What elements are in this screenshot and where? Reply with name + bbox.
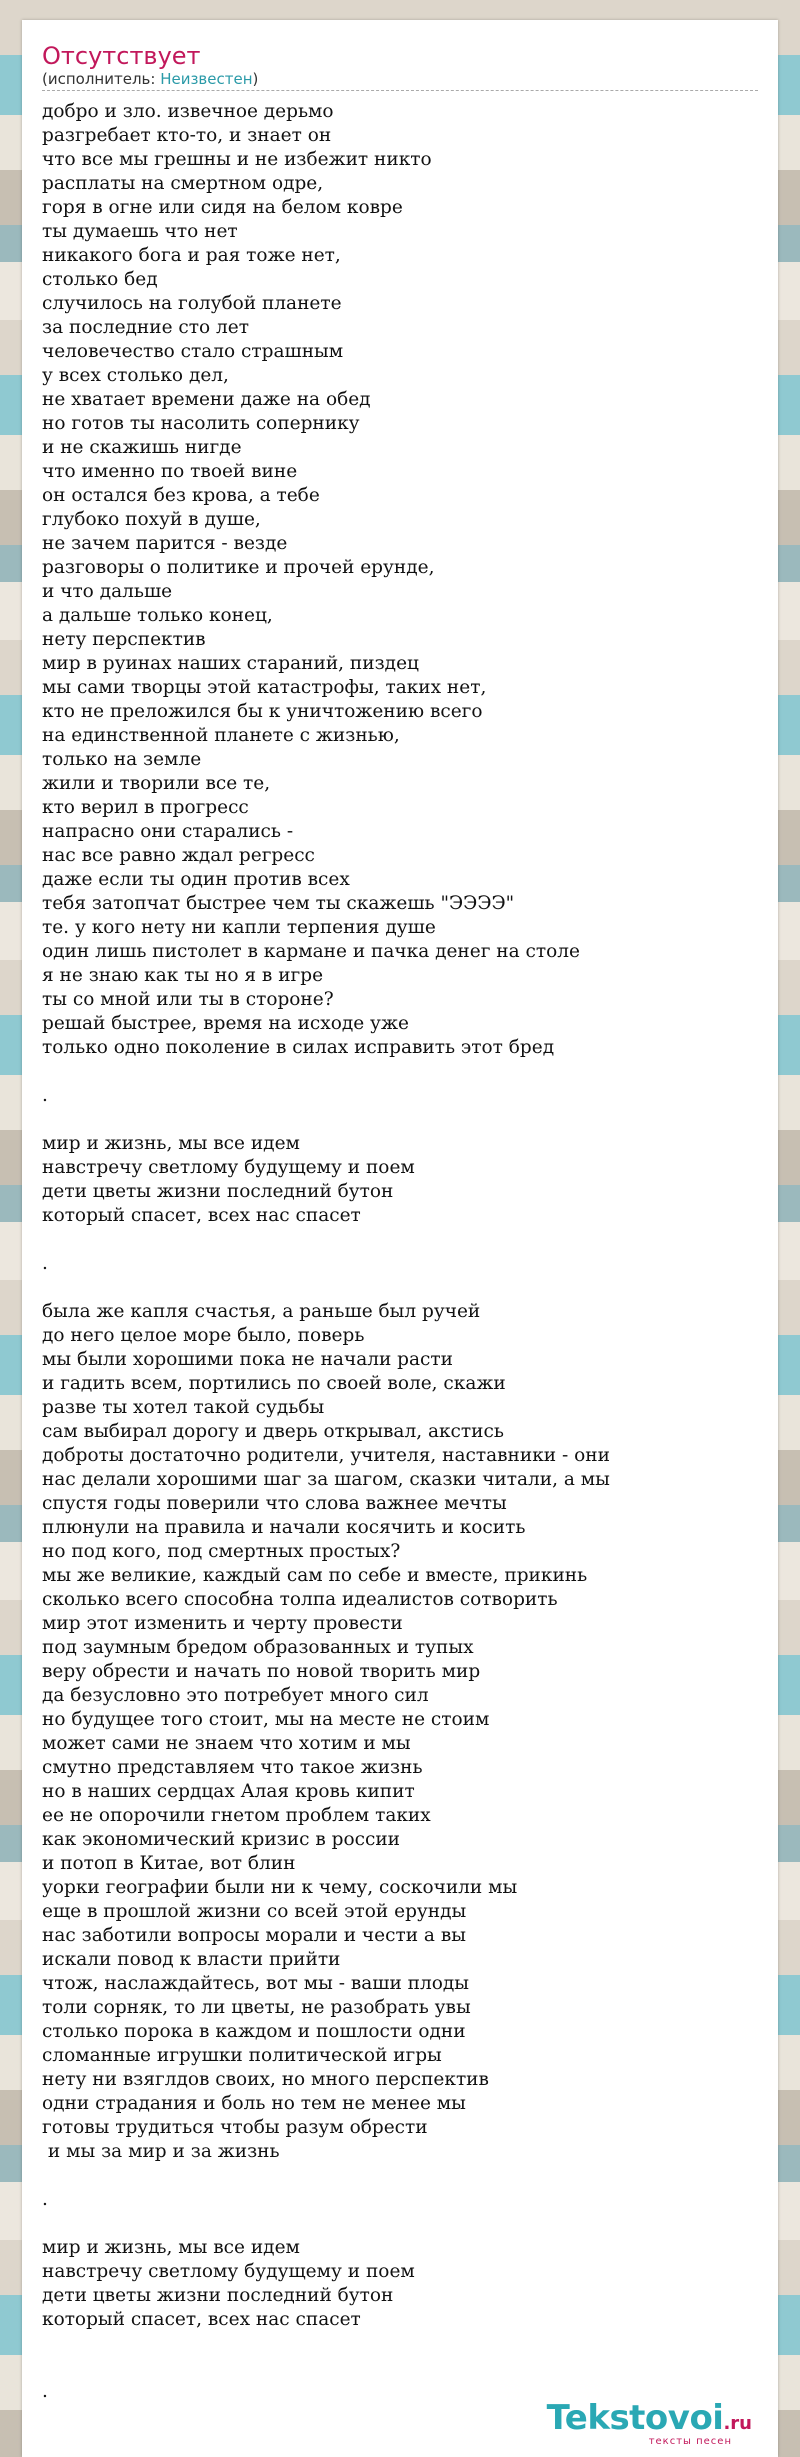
logo-tagline: тексты песен xyxy=(648,2436,732,2447)
lyrics-text: добро и зло. извечное дерьмо разгребает кто-то, и знает он что все мы грешны и не избежит никто расплаты на смертном одре, горя в огне или сидя на белом ковре ты думаешь что нет никакого бога и рая тоже нет, столько бед случилось на голубой планете за последние сто лет человечество стало страшным у всех столько дел, не хватает времени даже на обед но готов ты насолить сопернику и не скажишь нигде что именно по твоей вине он остался без крова, а тебе глубоко похуй в душе, не зачем парится - везде разговоры о политике и прочей ерунде, и что дальше а дальше только конец, нету перспектив мир в руинах наших стараний, пиздец мы сами творцы этой катастрофы, таких нет, кто не преложился бы к уничтожению всего на единственной планете с жизнью, только на земле жили и творили все те, кто верил в прогресс напрасно они старались - нас все равно ждал регресс даже если ты один против всех тебя затопчат быстрее чем ты скажешь "ЭЭЭЭ" те. у кого нету ни капли терпения душе один лишь пистолет в кармане и пачка денег на столе я не знаю как ты но я в игре ты со мной или ты в стороне? решай быстрее, время на исходе уже только одно поколение в силах исправить этот бред . мир и жизнь, мы все идем навстречу светлому будущему и поем дети цветы жизни последний бутон который спасет, всех нас спасет . была же капля счастья, а раньше был ручей до него целое море было, поверь мы были хорошими пока не начали расти и гадить всем, портились по своей воле, скажи разве ты хотел такой судьбы сам выбирал дорогу и дверь открывал, акстись доброты достаточно родители, учителя, наставники - они нас делали хорошими шаг за шагом, сказки читали, а мы спустя годы поверили что слова важнее мечты плюнули на правила и начали косячить и косить но под кого, под смертных простых? мы же великие, каждый сам по себе и вместе, прикинь сколько всего способна толпа идеалистов сотворить мир этот изменить и черту провести под заумным бредом образованных и тупых веру обрести и начать по новой творить мир да безусловно это потребует много сил но будущее того стоит, мы на месте не стоим может сами не знаем что хотим и мы смутно представляем что такое жизнь но в наших сердцах Алая кровь кипит ее не опорочили гнетом проблем таких как экономический кризис в россии и потоп в Китае, вот блин уорки географии были ни к чему, соскочили мы еще в прошлой жизни со всей этой ерунды нас заботили вопросы морали и чести а вы искали повод к власти прийти чтож, наслаждайтесь, вот мы - ваши плоды толи сорняк, то ли цветы, не разобрать увы столько порока в каждом и пошлости одни сломанные игрушки политической игры нету ни взяглдов своих, но много перспектив одни страдания и боль но тем не менее мы готовы трудиться чтобы разум обрести и мы за мир и за жизнь . мир и жизнь, мы все идем навстречу светлому будущему и поем дети цветы жизни последний бутон который спасет, всех нас спасет . xyxy=(42,101,610,2402)
lyrics-card xyxy=(22,20,778,2457)
logo-name: Tekstovoi xyxy=(546,2398,724,2438)
artist-suffix: ) xyxy=(252,70,259,88)
title-divider xyxy=(42,90,758,91)
artist-line xyxy=(42,70,258,88)
logo-suffix: .ru xyxy=(723,2413,752,2434)
song-title: Отсутствует xyxy=(42,42,201,70)
artist-link[interactable]: Неизвестен xyxy=(160,70,253,88)
site-logo[interactable] xyxy=(547,2400,752,2448)
artist-prefix: (исполнитель: xyxy=(42,70,161,88)
